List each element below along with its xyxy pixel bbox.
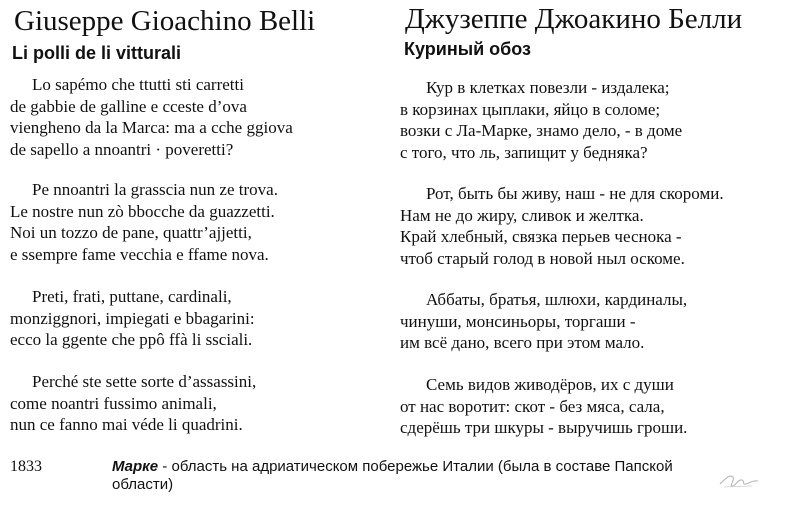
handwritten-signature-icon	[718, 468, 760, 492]
poem-line: Аббаты, братья, шлюхи, кардиналы,	[426, 290, 688, 309]
poem-line: в корзинах цыплаки, яйцо в соломе;	[400, 99, 661, 119]
russian-stanza-2	[400, 183, 724, 269]
poem-year: 1833	[10, 458, 42, 475]
author-russian: Джузеппе Джоакино Белли	[405, 3, 743, 35]
poem-line: Lo sapémo che ttutti sti carretti	[32, 75, 244, 94]
russian-stanza-1	[400, 77, 682, 163]
italian-stanza-3	[10, 286, 255, 351]
poem-line: e ssempre fame vecchia e ffame nova.	[10, 244, 269, 264]
poem-line: Perché ste sette sorte d’assassini,	[32, 372, 257, 391]
author-italian: Giuseppe Gioachino Belli	[14, 5, 316, 37]
poem-line: viengheno da la Marca: ma a cche ggiova	[10, 118, 293, 137]
poem-line: Кур в клетках повезли - издалека;	[426, 78, 670, 97]
poem-line: Le nostre nun zò bbocche da guazzetti.	[10, 201, 275, 221]
footnote	[112, 458, 712, 494]
poem-line: Край хлебный, связка перьев чеснока -	[400, 227, 682, 246]
poem-line: come noantri fussimo animali,	[10, 393, 217, 413]
poem-line: чтоб старый голод в новой ныл оскоме.	[400, 248, 685, 268]
poem-line: monziggnori, impiegati e bbagarini:	[10, 308, 255, 328]
poem-line: сдерёшь три шкуры - выручишь гроши.	[400, 418, 688, 437]
poem-line: Pe nnoantri la grasscia nun ze trova.	[32, 180, 278, 199]
poem-line: им всё дано, всего при этом мало.	[400, 333, 645, 352]
poem-line: от нас воротит: скот - без мяса, сала,	[400, 396, 665, 416]
poem-line: de gabbie de galline e cceste d’ova	[10, 96, 247, 116]
poem-line: с того, что ль, запищит у бедняка?	[400, 142, 648, 162]
poem-line: ecco la ggente che ppô ffà li ssciali.	[10, 330, 253, 349]
title-russian: Куриный обоз	[404, 39, 531, 59]
footnote-term: Марке	[112, 458, 159, 475]
title-italian: Li polli de li vitturali	[12, 43, 182, 63]
poem-line: Семь видов живодёров, их с души	[426, 375, 674, 394]
poem-line: возки с Ла-Марке, знамо дело, - в доме	[400, 121, 683, 140]
poem-line: Preti, frati, puttane, cardinali,	[32, 287, 232, 306]
poem-line: de sapello a nnoantri · poveretti?	[10, 139, 234, 159]
russian-stanza-4	[400, 374, 687, 439]
poem-line: чинуши, монсиньоры, торгаши -	[400, 311, 636, 331]
poem-line: Нам не до жиру, сливок и желтка.	[400, 205, 644, 225]
poem-line: nun ce fanno mai véde li quadrini.	[10, 415, 243, 434]
russian-stanza-3	[400, 289, 687, 354]
poem-line: Noi un tozzo de pane, quattr’ajjetti,	[10, 223, 252, 242]
poem-line: Рот, быть бы живу, наш - не для скороми.	[426, 184, 724, 203]
italian-stanza-2	[10, 179, 278, 265]
italian-stanza-1	[10, 74, 293, 160]
italian-stanza-4	[10, 371, 256, 436]
footnote-text: - область на адриатическом побережье Италии (была в составе Папской области)	[112, 458, 673, 493]
